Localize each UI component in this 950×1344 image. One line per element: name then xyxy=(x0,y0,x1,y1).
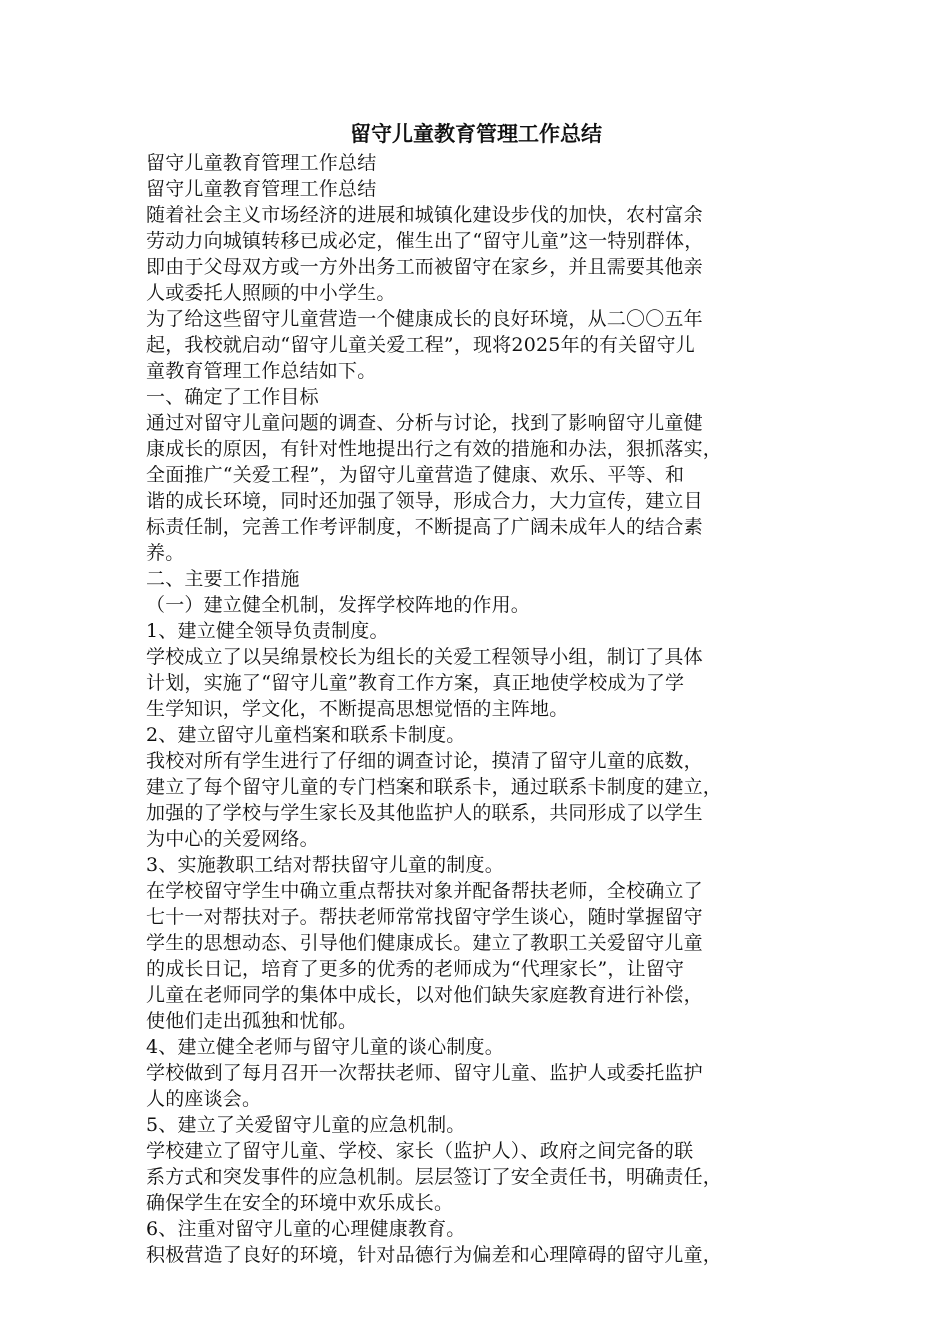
body-line: 1、建立健全领导负责制度。 xyxy=(146,620,389,642)
document-title: 留守儿童教育管理工作总结 xyxy=(350,122,602,146)
body-line: 谐的成长环境，同时还加强了领导，形成合力，大力宣传，建立目 xyxy=(146,490,703,512)
body-line: 学校建立了留守儿童、学校、家长（监护人）、政府之间完备的联 xyxy=(146,1140,694,1162)
body-line: 学校做到了每月召开一次帮扶老师、留守儿童、监护人或委托监护 xyxy=(146,1062,703,1084)
body-line: 七十一对帮扶对子。帮扶老师常常找留守学生谈心，随时掌握留守 xyxy=(146,906,703,928)
body-line: 二、主要工作措施 xyxy=(146,568,300,590)
body-line: （一）建立健全机制，发挥学校阵地的作用。 xyxy=(146,594,531,616)
body-line: 的成长日记，培育了更多的优秀的老师成为“代理家长”，让留守 xyxy=(146,958,685,980)
body-line: 积极营造了良好的环境，针对品德行为偏差和心理障碍的留守儿童， xyxy=(146,1244,723,1266)
body-line: 一、确定了工作目标 xyxy=(146,386,319,408)
body-line: 通过对留守儿童问题的调查、分析与讨论，找到了影响留守儿童健 xyxy=(146,412,703,434)
body-line: 使他们走出孤独和忧郁。 xyxy=(146,1010,358,1032)
body-line: 我校对所有学生进行了仔细的调查讨论，摸清了留守儿童的底数， xyxy=(146,750,703,772)
body-line: 2、建立留守儿童档案和联系卡制度。 xyxy=(146,724,466,746)
body-line: 在学校留守学生中确立重点帮扶对象并配备帮扶老师，全校确立了 xyxy=(146,880,703,902)
body-line: 5、建立了关爱留守儿童的应急机制。 xyxy=(146,1114,466,1136)
body-line: 计划，实施了“留守儿童”教育工作方案，真正地使学校成为了学 xyxy=(146,672,685,694)
body-line: 康成长的原因，有针对性地提出行之有效的措施和办法，狠抓落实， xyxy=(146,438,723,460)
body-line: 养。 xyxy=(146,542,185,564)
body-line: 留守儿童教育管理工作总结 xyxy=(146,178,377,200)
body-line: 标责任制，完善工作考评制度，不断提高了广阔未成年人的结合素 xyxy=(146,516,703,538)
body-line: 人的座谈会。 xyxy=(146,1088,262,1110)
body-line: 为了给这些留守儿童营造一个健康成长的良好环境，从二〇〇五年 xyxy=(146,308,703,330)
body-line: 学校成立了以吴绵景校长为组长的关爱工程领导小组，制订了具体 xyxy=(146,646,703,668)
body-line: 加强的了学校与学生家长及其他监护人的联系，共同形成了以学生 xyxy=(146,802,703,824)
body-line: 生学知识，学文化，不断提高思想觉悟的主阵地。 xyxy=(146,698,569,720)
body-line: 劳动力向城镇转移已成必定，催生出了“留守儿童”这一特别群体， xyxy=(146,230,704,252)
body-line: 儿童在老师同学的集体中成长，以对他们缺失家庭教育进行补偿， xyxy=(146,984,703,1006)
body-line: 学生的思想动态、引导他们健康成长。建立了教职工关爱留守儿童 xyxy=(146,932,703,954)
body-line: 全面推广“关爱工程”，为留守儿童营造了健康、欢乐、平等、和 xyxy=(146,464,685,486)
body-line: 为中心的关爱网络。 xyxy=(146,828,319,850)
body-line: 系方式和突发事件的应急机制。层层签订了安全责任书，明确责任， xyxy=(146,1166,723,1188)
body-line: 3、实施教职工结对帮扶留守儿童的制度。 xyxy=(146,854,504,876)
document-page xyxy=(146,118,806,1268)
body-line: 6、注重对留守儿童的心理健康教育。 xyxy=(146,1218,466,1240)
body-line: 随着社会主义市场经济的进展和城镇化建设步伐的加快，农村富余 xyxy=(146,204,703,226)
body-line: 起，我校就启动“留守儿童关爱工程”，现将2025年的有关留守儿 xyxy=(146,334,695,356)
body-line: 确保学生在安全的环境中欢乐成长。 xyxy=(146,1192,454,1214)
body-line: 建立了每个留守儿童的专门档案和联系卡，通过联系卡制度的建立， xyxy=(146,776,723,798)
document-body xyxy=(146,150,806,1268)
body-line: 人或委托人照顾的中小学生。 xyxy=(146,282,396,304)
body-line: 留守儿童教育管理工作总结 xyxy=(146,152,377,174)
body-line: 童教育管理工作总结如下。 xyxy=(146,360,377,382)
body-line: 即由于父母双方或一方外出务工而被留守在家乡，并且需要其他亲 xyxy=(146,256,703,278)
body-line: 4、建立健全老师与留守儿童的谈心制度。 xyxy=(146,1036,504,1058)
